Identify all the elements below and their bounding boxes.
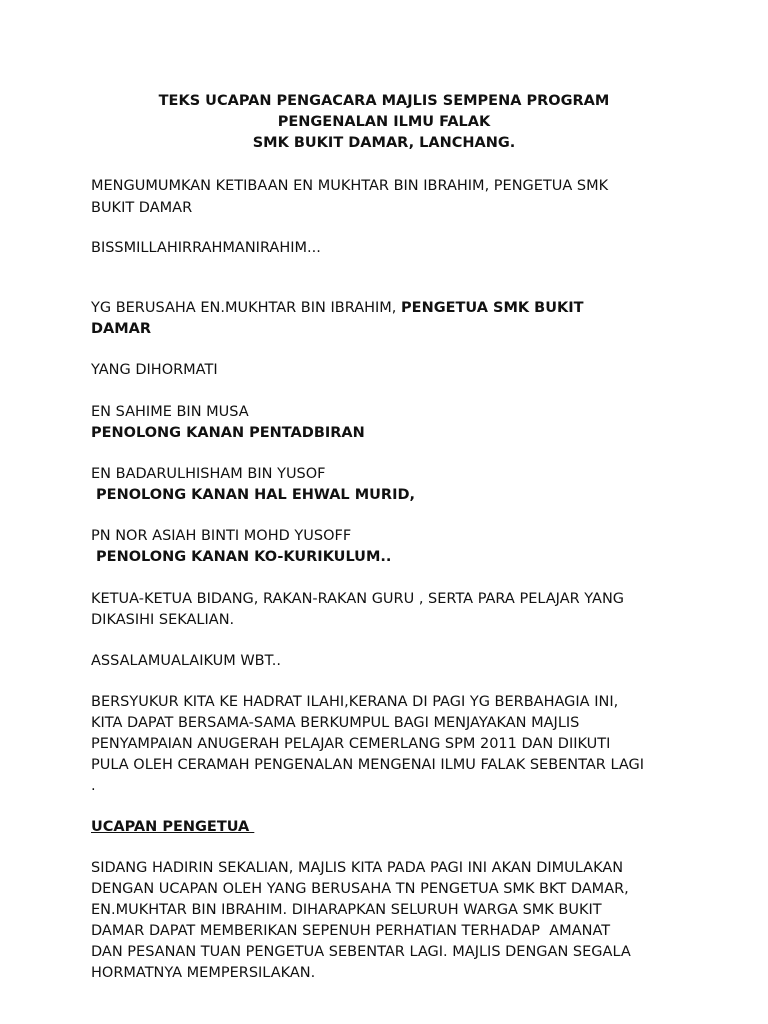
salam-text: ASSALAMUALAIKUM WBT..	[91, 653, 281, 669]
dignitary-title: PENOLONG KANAN PENTADBIRAN	[91, 425, 365, 441]
greeting-principal-line-2: DAMAR	[91, 321, 152, 337]
yang-dihormati-text: YANG DIHORMATI	[91, 362, 218, 378]
sidang-line: DAN PESANAN TUAN PENGETUA SEBENTAR LAGI. MAJLIS DENGAN SEGALA	[91, 944, 631, 960]
bersyukur-line: KITA DAPAT BERSAMA-SAMA BERKUMPUL BAGI MENJAYAKAN MAJLIS	[91, 715, 580, 731]
doc-title-line-1: TEKS UCAPAN PENGACARA MAJLIS SEMPENA PROGRAM	[158, 93, 610, 109]
sidang-line: EN.MUKHTAR BIN IBRAHIM. DIHARAPKAN SELURUH WARGA SMK BUKIT	[91, 902, 602, 918]
doc-title-line-3: SMK BUKIT DAMAR, LANCHANG.	[252, 135, 516, 151]
announcement-line-1: MENGUMUMKAN KETIBAAN EN MUKHTAR BIN IBRAHIM, PENGETUA SMK	[91, 178, 609, 194]
sidang-line: DENGAN UCAPAN OLEH YANG BERUSAHA TN PENGETUA SMK BKT DAMAR,	[91, 881, 629, 897]
bersyukur-line: BERSYUKUR KITA KE HADRAT ILAHI,KERANA DI PAGI YG BERBAHAGIA INI,	[91, 694, 619, 710]
dignitary-name: PN NOR ASIAH BINTI MOHD YUSOFF	[91, 528, 352, 544]
dignitary-title: PENOLONG KANAN HAL EHWAL MURID,	[91, 487, 416, 503]
dignitary-name: EN BADARULHISHAM BIN YUSOF	[91, 466, 326, 482]
section-heading: UCAPAN PENGETUA	[91, 819, 255, 835]
sidang-line: DAMAR DAPAT MEMBERIKAN SEPENUH PERHATIAN TERHADAP AMANAT	[91, 923, 611, 939]
bersyukur-line: PENYAMPAIAN ANUGERAH PELAJAR CEMERLANG SPM 2011 DAN DIIKUTI	[91, 736, 611, 752]
greeting-principal-line-1	[91, 297, 584, 319]
bismillah-text: BISSMILLAHIRRAHMANIRAHIM...	[91, 240, 321, 256]
sidang-line: HORMATNYA MEMPERSILAKAN.	[91, 965, 316, 981]
announcement-line-2: BUKIT DAMAR	[91, 200, 193, 216]
dignitary-title: PENOLONG KANAN KO-KURIKULUM..	[91, 549, 392, 565]
sidang-line: SIDANG HADIRIN SEKALIAN, MAJLIS KITA PADA PAGI INI AKAN DIMULAKAN	[91, 860, 624, 876]
dignitary-name: EN SAHIME BIN MUSA	[91, 404, 249, 420]
doc-title-line-2: PENGENALAN ILMU FALAK	[277, 114, 491, 130]
bersyukur-line: .	[91, 778, 96, 794]
greeting-principal-bold: PENGETUA SMK BUKIT	[401, 300, 584, 316]
ketua-greeting-line-1: KETUA-KETUA BIDANG, RAKAN-RAKAN GURU , SERTA PARA PELAJAR YANG	[91, 591, 625, 607]
ketua-greeting-line-2: DIKASIHI SEKALIAN.	[91, 612, 235, 628]
greeting-principal-plain: YG BERUSAHA EN.MUKHTAR BIN IBRAHIM,	[91, 300, 402, 316]
bersyukur-line: PULA OLEH CERAMAH PENGENALAN MENGENAI ILMU FALAK SEBENTAR LAGI	[91, 757, 645, 773]
